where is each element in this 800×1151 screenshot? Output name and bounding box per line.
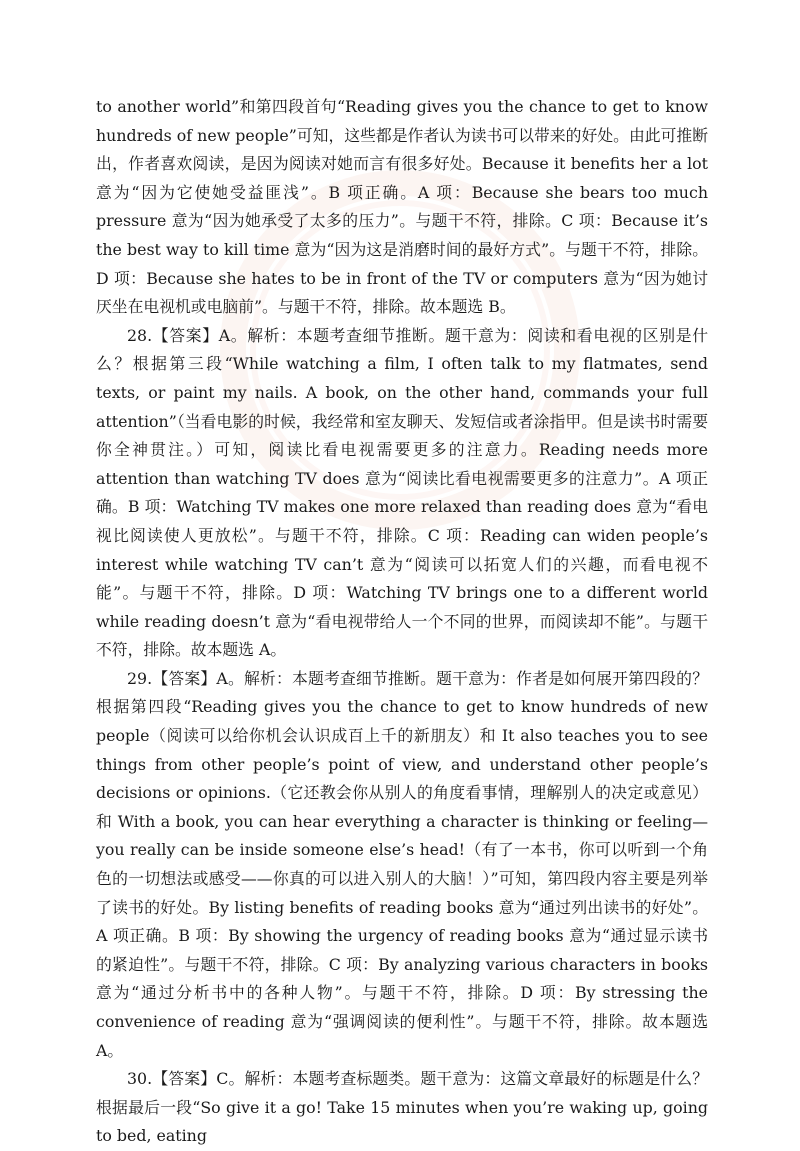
paragraph-q29-answer: 29.【答案】A。解析：本题考查细节推断。题干意为：作者是如何展开第四段的？根据第四段“Reading gives you the chance to get to know hundreds of new people（阅读可以给你机会认识成百上千的新朋友）和 It also teaches you to see things from other people’s point of view, and understand other people’s decisions or opinions.（它还教会你从别人的角度看事情，理解别人的决定或意见）和 With a book, you can hear everything a character is thinking or feeling—you really can be inside someone else’s head!（有了一本书，你可以听到一个角色的一切想法或感受——你真的可以进入别人的大脑！）”可知，第四段内容主要是列举了读书的好处。By listing benefits of reading books 意为“通过列出读书的好处”。A 项正确。B 项：By showing the urgency of reading books 意为“通过显示读书的紧迫性”。与题干不符，排除。C 项：By analyzing various characters in books 意为“通过分析书中的各种人物”。与题干不符，排除。D 项：By stressing the convenience of reading 意为“强调阅读的便利性”。与题干不符，排除。故本题选 A。 [96, 668, 708, 1060]
paragraph-q27-continued: to another world”和第四段首句“Reading gives you the chance to get to know hundreds of new people”可知，这些都是作者认为读书可以带来的好处。由此可推断出，作者喜欢阅读，是因为阅读对她而言有很多好处。Because it benefits her a lot 意为“因为它使她受益匪浅”。B 项正确。A 项：Because she bears too much pressure 意为“因为她承受了太多的压力”。与题干不符，排除。C 项：Because it’s the best way to kill time 意为“因为这是消磨时间的最好方式”。与题干不符，排除。D 项：Because she hates to be in front of the TV or computers 意为“因为她讨厌坐在电视机或电脑前”。与题干不符，排除。故本题选 B。 [96, 97, 708, 317]
paragraph-q30-answer: 30.【答案】C。解析：本题考查标题类。题干意为：这篇文章最好的标题是什么？根据最后一段“So give it a go! Take 15 minutes when you’re waking up, going to bed, eating [96, 1069, 708, 1146]
paragraph-q28-answer: 28.【答案】A。解析：本题考查细节推断。题干意为：阅读和看电视的区别是什么？根据第三段“While watching a film, I often talk to my flatmates, send texts, or paint my nails. A book, on the other hand, commands your full attention”（当看电影的时候，我经常和室友聊天、发短信或者涂指甲。但是读书时需要你全神贯注。）可知，阅读比看电视需要更多的注意力。Reading needs more attention than watching TV does 意为“阅读比看电视需要更多的注意力”。A 项正确。B 项：Watching TV makes one more relaxed than reading does 意为“看电视比阅读使人更放松”。与题干不符，排除。C 项：Reading can widen people’s interest while watching TV can’t 意为“阅读可以拓宽人们的兴趣，而看电视不能”。与题干不符，排除。D 项：Watching TV brings one to a different world while reading doesn’t 意为“看电视带给人一个不同的世界，而阅读却不能”。与题干不符，排除。故本题选 A。 [96, 325, 708, 660]
document-body [96, 93, 708, 1151]
